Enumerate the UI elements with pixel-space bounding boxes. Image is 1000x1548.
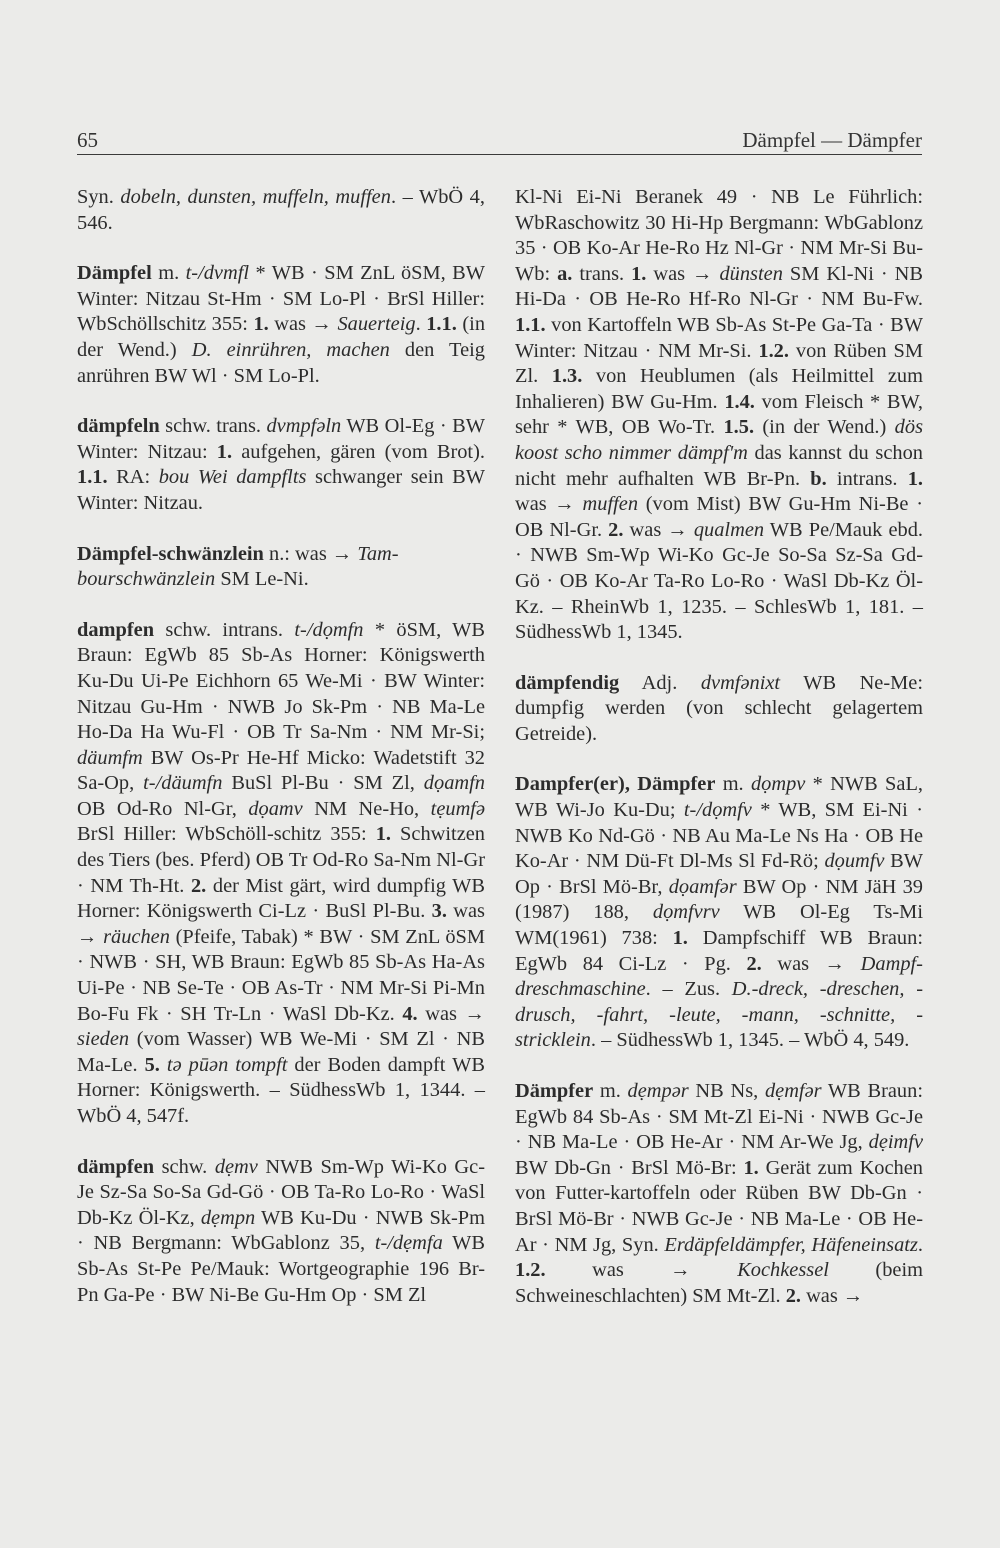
sense-number: 1.2. [515,1259,546,1282]
dictionary-entry [77,542,485,593]
entry-text [160,1054,167,1076]
entry-lemma: Dämpfel [77,262,152,285]
dialect-form: dọamfər [668,875,737,898]
dialect-form: bourschwänzlein [77,568,216,591]
entry-text: was → [761,952,861,975]
sense-number: 1.1. [515,313,546,336]
sense-number: 1. [907,467,923,490]
entry-text: . [415,313,427,336]
sense-number: 1. [672,927,688,950]
dialect-form: t-/dẹmfa [374,1232,443,1255]
entry-text: WB Ol-Eg Ts-Mi WM(1961) 738: [515,901,923,950]
entry-text: OB Od-Ro Nl-Gr, [77,797,249,820]
entry-text: WB Sb-As St-Pe Pe/Mauk: Wortgeographie 196 Br-Pn Ga-Pe · BW Ni-Be Gu-Hm Op · SM Zl [77,1232,486,1306]
dialect-form: dẹmpər [627,1080,689,1102]
dialect-form: tẹumfə [430,797,486,820]
entry-text: (vom Wasser) WB We-Mi · SM Zl · NB Ma-Le. [77,1028,485,1076]
entry-text: * öSM, WB Braun: EgWb 85 Sb-As Horner: Königswerth Ku-Du Ui-Pe Eichhorn 65 We-Mi · BW Winter: Nitzau Gu-Hm · NWB Jo Sk-Pm · NB Ma-Le Ho-Da Ha Wu-Fl · OB Tr Sa-Nm · NM Mr-Si; [77,618,485,744]
page-header [77,128,922,155]
entry-text: . – SüdhessWb 1, 1345. – WbÖ 4, 549. [590,1029,910,1052]
entry-text: BrSl Hiller: WbSchöll-schitz 355: [77,823,376,846]
sense-number: 1. [216,440,233,463]
entry-text: von Heublumen (als Heilmittel zum Inhalieren) BW Gu-Hm. [515,365,923,413]
entry-text: intrans. [826,467,908,490]
entry-text: * WB, SM Ei-Ni · NWB Ko Nd-Gö · NB Au Ma-Le Ns Ha · OB He Ko-Ar · NM Dü-Ft Dl-Ms Sl Fd-Rö; [515,799,923,873]
dialect-form: muffen [582,493,639,516]
entry-text: von Kartoffeln WB Sb-As St-Pe Ga-Ta · BW Winter: Nitzau · NM Mr-Si. [515,313,923,362]
entry-text: WB Ne-Me: dumpfig werden (von schlecht gelagertem Getreide). [515,671,923,745]
entry-text: was → [268,313,338,336]
dictionary-entry [515,671,923,748]
entry-text: aufgehen, gären (vom Brot). [232,440,485,463]
dictionary-entry [515,185,923,646]
entry-lemma: Dämpfel-schwänzlein [77,542,264,565]
dialect-form: D.-dreck, -dreschen, -drusch, -fahrt, -leute, -mann, -schnitte, -stricklein [515,978,923,1052]
dialect-form: t-/dvmfl [185,262,250,285]
entry-text: (in der Wend.) [754,416,895,439]
dialect-form: dvmpfəln [266,415,342,438]
sense-number: 1.1. [426,313,457,336]
entry-text: (beim Schweineschlachten) SM Mt-Zl. [515,1259,923,1307]
dictionary-entry [515,772,923,1054]
dialect-form: t-/dọmfv [683,799,752,822]
dialect-form: dọmfvrv [652,901,720,924]
entry-text: Adj. [619,671,701,694]
sense-number: 2. [746,952,762,975]
sense-number: 2. [608,518,624,541]
sense-number: 3. [431,900,447,923]
dialect-form: däumfm [77,746,143,769]
sense-number: 1.4. [724,390,755,413]
entry-text: WB Pe/Mauk ebd. · NWB Sm-Wp Wi-Ko Gc-Je So-Sa Sz-Sa Gd-Gö · OB Ko-Ar Ta-Ro Lo-Ro · WaSl Db-Kz Öl-Kz. – RheinWb 1, 1235. – SchlesWb 1, 181. – SüdhessWb 1, 1345. [515,518,923,644]
sense-number: 4. [402,1002,418,1025]
entry-text: BW Os-Pr He-Hf Micko: Wadetstift 32 Sa-Op, [77,746,485,795]
entry-text: m. [151,262,186,285]
entry-text: von Rüben SM Zl. [515,339,923,388]
dictionary-entry [77,414,485,516]
dialect-form: dvmfənixt [700,671,781,694]
entry-text: * NWB SaL, WB Wi-Jo Ku-Du; [515,773,923,822]
entry-text: SM Kl-Ni · NB Hi-Da · OB He-Ro Hf-Ro Nl-Gr · NM Bu-Fw. [515,262,923,311]
sense-number: 2. [785,1284,801,1307]
entry-lemma: dämpfen [77,1155,155,1178]
sense-number: 1.5. [723,416,755,439]
entry-text: was → [800,1284,864,1307]
dialect-form: t-/däumfn [143,772,223,795]
entry-text: NM Ne-Ho, [302,797,431,820]
dialect-form: D. einrühren, machen [191,338,390,361]
entry-text: BuSl Pl-Bu · SM Zl, [222,772,424,795]
dialect-form: Erdäpfeldämpfer, Häfeneinsatz [664,1233,918,1256]
sense-number: 1. [743,1156,759,1179]
entry-text: . – WbÖ 4, 546. [77,186,485,234]
entry-text: was → [623,518,694,541]
running-head: Dämpfel — Dämpfer [742,128,922,152]
entry-text: Gerät zum Kochen von Futter-kartoffeln oder Rüben BW Db-Gn · BrSl Mö-Br · NWB Gc-Je · NB Ma-Le · OB He-Ar · NM Jg, Syn. [515,1156,923,1256]
entry-text: NB Ns, [688,1080,765,1102]
entry-text: (vom Mist) BW Gu-Hm Ni-Be · OB Nl-Gr. [515,493,923,541]
entry-text: . – Zus. [645,978,732,1001]
dialect-form: dẹmfər [764,1080,822,1102]
entry-text: Schwitzen des Tiers (bes. Pferd) OB Tr Od-Ro Sa-Nm Nl-Gr · NM Th-Ht. [77,823,485,897]
entry-text: Kl-Ni Ei-Ni Beranek 49 · NB Le Führlich: WbRaschowitz 30 Hi-Hp Bergmann: WbGablonz 35 · OB Ko-Ar He-Ro Hz Nl-Gr · NM Mr-Si Bu-Wb: [515,186,923,285]
entry-text: * WB · SM ZnL öSM, BW Winter: Nitzau St-Hm · SM Lo-Pl · BrSl Hiller: WbSchöllschitz 355: [77,262,486,336]
right-column [515,185,923,1309]
dialect-form: dẹmpn [200,1206,256,1229]
dialect-form: dẹimfv [868,1131,923,1154]
left-column [77,185,485,1308]
entry-text: Syn. [77,186,121,208]
sense-number: 1. [375,823,391,846]
dialect-form: Kochkessel [737,1259,829,1282]
dialect-form: dọumfv [824,850,885,873]
entry-text: NWB Sm-Wp Wi-Ko Gc-Je Sz-Sa So-Sa Gd-Gö · OB Ta-Ro Lo-Ro · WaSl Db-Kz Öl-Kz, [77,1155,486,1229]
dictionary-entry [77,185,485,236]
dialect-form: tə pūən tompft [166,1053,288,1076]
entry-text: den Teig anrühren BW Wl · SM Lo-Pl. [77,338,485,387]
sense-number: 1. [253,313,269,336]
sense-number: b. [810,467,827,490]
entry-lemma: dämpfeln [77,415,160,438]
entry-text: n.: was → [263,542,358,565]
entry-text: WB Braun: EgWb 84 Sb-As · SM Mt-Zl Ei-Ni · NWB Gc-Je · NB Ma-Le · OB He-Ar · NM Ar-We Jg, [515,1080,923,1154]
sense-number: 1.2. [758,339,789,362]
dialect-form: t-/dọmfn [294,618,364,641]
entry-text: . [917,1233,923,1256]
entry-text: BW Op · NM JäH 39 (1987) 188, [515,875,923,924]
dictionary-entry [77,261,485,389]
sense-number: 2. [190,874,207,897]
entry-text: trans. [572,262,632,285]
entry-lemma: Dämpfer [515,1080,594,1102]
entry-text: der Mist gärt, wird dumpfig WB Horner: Königswerth Ci-Lz · BuSl Pl-Bu. [77,874,485,923]
dialect-form: dọamv [248,797,303,820]
dialect-form: dọmpv [750,773,806,796]
entry-text: schw. intrans. [154,618,295,641]
entry-lemma: dampfen [77,618,155,641]
dialect-form: dẹmv [214,1155,258,1178]
dictionary-entry [515,1079,923,1309]
dialect-form: bou Wei dampflts [158,466,307,489]
entry-text: (Pfeife, Tabak) * BW · SM ZnL öSM · NWB · SH, WB Braun: EgWb 85 Sb-As Ha-As Ui-Pe · NB Se-Te · OB As-Tr · NM Mr-Si Pi-Mn Bo-Fu Fk · SH Tr-Ln · WaSl Db-Kz. [77,925,485,1025]
dialect-form: Sauerteig [337,313,416,336]
entry-text: vom Fleisch * BW, sehr * WB, OB Wo-Tr. [515,390,923,439]
entry-text: Dampfschiff WB Braun: EgWb 84 Ci-Lz · Pg. [515,927,923,975]
entry-text: WB Ku-Du · NWB Sk-Pm · NB Bergmann: WbGablonz 35, [77,1206,485,1255]
entry-text: SM Le-Ni. [215,568,309,591]
dialect-form: qualmen [693,518,765,541]
page-number: 65 [77,128,98,152]
dictionary-entry [77,1155,485,1309]
sense-number: 1.1. [77,466,108,489]
dialect-form: sieden [77,1028,130,1051]
sense-number: a. [557,262,573,285]
entry-text: m. [715,773,751,796]
entry-text: schw. trans. [159,415,267,438]
entry-text: BW Db-Gn · BrSl Mö-Br: [515,1156,744,1179]
entry-text: was → [77,900,485,948]
entry-lemma: dämpfendig [515,671,620,694]
entry-text: was → [417,1002,485,1025]
dictionary-entry [77,618,485,1130]
dialect-form: dünsten [719,262,783,285]
sense-number: 5. [144,1053,160,1076]
entry-text: was → [646,262,720,285]
entry-text: (in der Wend.) [77,313,486,361]
entry-text: RA: [107,466,159,489]
entry-lemma: Dampfer(er), Dämpfer [515,773,716,796]
sense-number: 1.3. [551,365,583,388]
entry-text: was → [515,493,583,516]
entry-text: schw. [154,1155,215,1178]
entry-text: WB Ol-Eg · BW Winter: Nitzau: [77,415,485,463]
sense-number: 1. [631,262,647,285]
entry-text: schwanger sein BW Winter: Nitzau. [77,466,485,514]
entry-text: was → [545,1259,738,1282]
entry-text: BW Op · BrSl Mö-Br, [515,850,924,898]
dialect-form: räuchen [103,925,170,948]
entry-text: das kannst du schon nicht mehr aufhalten WB Br-Pn. [515,441,923,490]
entry-text: m. [593,1080,628,1102]
dialect-form: Dampf-dreschmaschine [515,952,923,1001]
dialect-form: Tam- [357,542,399,565]
dialect-form: dös koost scho nimmer dämpf'm [515,416,923,464]
dialect-form: dobeln, dunsten, muffeln, muffen [120,186,391,208]
dialect-form: dọamfn [423,772,485,795]
entry-text: der Boden dampft WB Horner: Königswerth. – SüdhessWb 1, 1344. – WbÖ 4, 547f. [77,1053,485,1127]
